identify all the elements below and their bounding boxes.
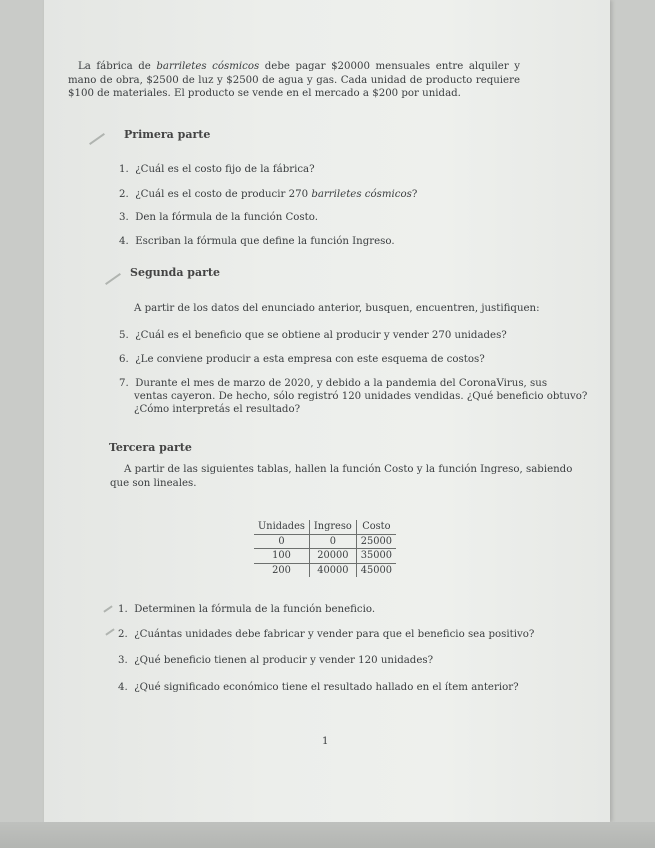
table-cell: 0 bbox=[254, 534, 309, 549]
data-table bbox=[254, 520, 396, 577]
part2-lead: A partir de los datos del enunciado anterior, busquen, encuentren, justifiquen: bbox=[134, 303, 540, 314]
list-item: 1. ¿Cuál es el costo fijo de la fábrica? bbox=[119, 164, 315, 175]
list-item: 3. Den la fórmula de la función Costo. bbox=[119, 212, 318, 223]
table-header: Unidades bbox=[254, 520, 309, 534]
list-item: 4. Escriban la fórmula que define la función Ingreso. bbox=[119, 236, 395, 247]
part1-title: Primera parte bbox=[124, 128, 211, 141]
table-row bbox=[254, 549, 396, 564]
table-header: Costo bbox=[356, 520, 396, 534]
list-item-continuation: ¿Cómo interpretás el resultado? bbox=[134, 404, 301, 415]
table-cell: 0 bbox=[309, 534, 356, 549]
table-cell: 200 bbox=[254, 563, 309, 577]
paper-page bbox=[44, 0, 610, 822]
list-item: 6. ¿Le conviene producir a esta empresa con este esquema de costos? bbox=[119, 354, 485, 365]
intro-paragraph: La fábrica de barriletes cósmicos debe pagar $20000 mensuales entre alquiler y mano de obra, $2500 de luz y $2500 de agua y gas. Cada unidad de producto requiere $100 de materiales. El producto se vende en el mercado a $200 por unidad. bbox=[68, 61, 521, 99]
table-cell: 45000 bbox=[356, 563, 396, 577]
list-item: 2. ¿Cuántas unidades debe fabricar y vender para que el beneficio sea positivo? bbox=[118, 629, 535, 640]
part3-title: Tercera parte bbox=[109, 441, 192, 454]
page-number: 1 bbox=[322, 736, 329, 747]
table-row bbox=[254, 563, 396, 577]
table-header: Ingreso bbox=[309, 520, 356, 534]
list-item: 5. ¿Cuál es el beneficio que se obtiene al producir y vender 270 unidades? bbox=[119, 330, 507, 341]
list-item: 2. ¿Cuál es el costo de producir 270 barriletes cósmicos? bbox=[119, 189, 418, 200]
list-item: 7. Durante el mes de marzo de 2020, y debido a la pandemia del CoronaVirus, sus bbox=[119, 378, 548, 389]
list-item: 3. ¿Qué beneficio tienen al producir y vender 120 unidades? bbox=[118, 655, 434, 666]
table-cell: 35000 bbox=[356, 549, 396, 564]
table-cell: 40000 bbox=[309, 563, 356, 577]
part3-lead: A partir de las siguientes tablas, hallen la función Costo y la función Ingreso, sabiendo bbox=[124, 464, 573, 475]
list-item-continuation: ventas cayeron. De hecho, sólo registró 120 unidades vendidas. ¿Qué beneficio obtuvo? bbox=[134, 391, 588, 402]
table-row bbox=[254, 534, 396, 549]
background-shadow bbox=[0, 822, 655, 848]
part3-lead: que son lineales. bbox=[110, 478, 197, 489]
table-cell: 20000 bbox=[309, 549, 356, 564]
part2-title: Segunda parte bbox=[130, 266, 220, 279]
table-cell: 100 bbox=[254, 549, 309, 564]
list-item: 1. Determinen la fórmula de la función beneficio. bbox=[118, 604, 376, 615]
list-item: 4. ¿Qué significado económico tiene el resultado hallado en el ítem anterior? bbox=[118, 682, 519, 693]
table-cell: 25000 bbox=[356, 534, 396, 549]
